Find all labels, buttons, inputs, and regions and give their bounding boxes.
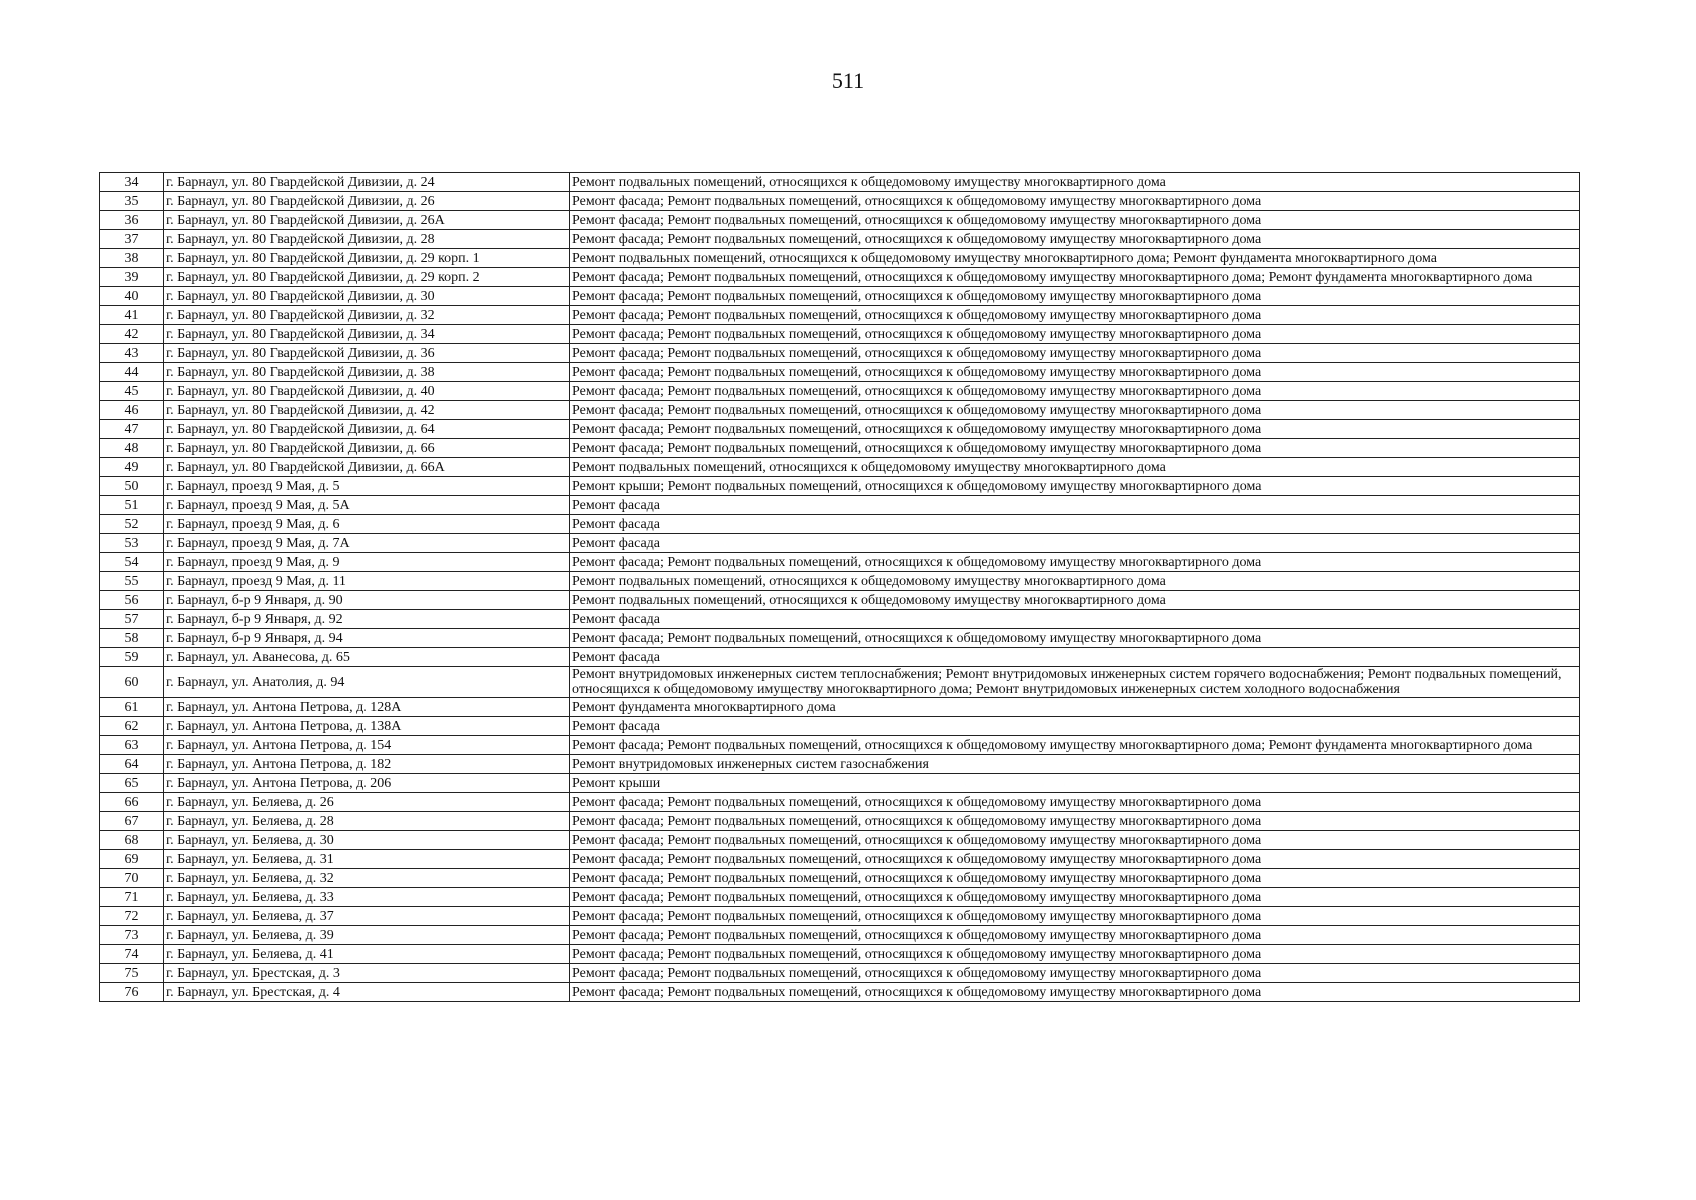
table-row bbox=[100, 907, 1580, 926]
table-row bbox=[100, 850, 1580, 869]
table-row bbox=[100, 717, 1580, 736]
row-number: 68 bbox=[100, 831, 164, 850]
table-row bbox=[100, 572, 1580, 591]
row-number: 41 bbox=[100, 306, 164, 325]
work-type-cell: Ремонт фасада bbox=[570, 534, 1580, 553]
address-cell: г. Барнаул, ул. Беляева, д. 26 bbox=[164, 793, 570, 812]
work-type-cell: Ремонт фасада; Ремонт подвальных помещений, относящихся к общедомовому имуществу многоквартирного дома bbox=[570, 945, 1580, 964]
table-row bbox=[100, 363, 1580, 382]
address-cell: г. Барнаул, ул. Беляева, д. 37 bbox=[164, 907, 570, 926]
work-type-cell: Ремонт фасада; Ремонт подвальных помещений, относящихся к общедомовому имуществу многоквартирного дома bbox=[570, 439, 1580, 458]
work-type-cell: Ремонт фасада; Ремонт подвальных помещений, относящихся к общедомовому имуществу многоквартирного дома; Ремонт фундамента многоквартирного дома bbox=[570, 268, 1580, 287]
row-number: 57 bbox=[100, 610, 164, 629]
work-type-cell: Ремонт подвальных помещений, относящихся к общедомовому имуществу многоквартирного дома bbox=[570, 173, 1580, 192]
address-cell: г. Барнаул, ул. 80 Гвардейской Дивизии, д. 29 корп. 2 bbox=[164, 268, 570, 287]
work-type-cell: Ремонт подвальных помещений, относящихся к общедомовому имуществу многоквартирного дома bbox=[570, 572, 1580, 591]
work-type-cell: Ремонт фасада; Ремонт подвальных помещений, относящихся к общедомовому имуществу многоквартирного дома bbox=[570, 344, 1580, 363]
table-row bbox=[100, 306, 1580, 325]
address-cell: г. Барнаул, ул. Беляева, д. 28 bbox=[164, 812, 570, 831]
row-number: 55 bbox=[100, 572, 164, 591]
work-type-cell: Ремонт фасада bbox=[570, 515, 1580, 534]
address-cell: г. Барнаул, проезд 9 Мая, д. 5А bbox=[164, 496, 570, 515]
address-cell: г. Барнаул, ул. 80 Гвардейской Дивизии, д. 66 bbox=[164, 439, 570, 458]
work-type-cell: Ремонт подвальных помещений, относящихся к общедомовому имуществу многоквартирного дома bbox=[570, 591, 1580, 610]
address-cell: г. Барнаул, ул. 80 Гвардейской Дивизии, д. 36 bbox=[164, 344, 570, 363]
address-cell: г. Барнаул, ул. 80 Гвардейской Дивизии, д. 29 корп. 1 bbox=[164, 249, 570, 268]
address-cell: г. Барнаул, ул. 80 Гвардейской Дивизии, д. 42 bbox=[164, 401, 570, 420]
row-number: 40 bbox=[100, 287, 164, 306]
table-row bbox=[100, 534, 1580, 553]
table-row bbox=[100, 793, 1580, 812]
table-row bbox=[100, 648, 1580, 667]
work-type-cell: Ремонт фасада; Ремонт подвальных помещений, относящихся к общедомовому имуществу многоквартирного дома bbox=[570, 964, 1580, 983]
address-cell: г. Барнаул, проезд 9 Мая, д. 11 bbox=[164, 572, 570, 591]
address-cell: г. Барнаул, проезд 9 Мая, д. 7А bbox=[164, 534, 570, 553]
table-row bbox=[100, 869, 1580, 888]
address-cell: г. Барнаул, ул. 80 Гвардейской Дивизии, д. 26 bbox=[164, 192, 570, 211]
row-number: 72 bbox=[100, 907, 164, 926]
table-row bbox=[100, 667, 1580, 698]
work-type-cell: Ремонт фасада; Ремонт подвальных помещений, относящихся к общедомовому имуществу многоквартирного дома bbox=[570, 812, 1580, 831]
table-row bbox=[100, 629, 1580, 648]
row-number: 37 bbox=[100, 230, 164, 249]
table-row bbox=[100, 945, 1580, 964]
repair-registry-table bbox=[99, 172, 1580, 1002]
address-cell: г. Барнаул, ул. Антона Петрова, д. 154 bbox=[164, 736, 570, 755]
row-number: 39 bbox=[100, 268, 164, 287]
row-number: 69 bbox=[100, 850, 164, 869]
work-type-cell: Ремонт фасада; Ремонт подвальных помещений, относящихся к общедомовому имуществу многоквартирного дома bbox=[570, 363, 1580, 382]
registry-body bbox=[100, 173, 1580, 1002]
work-type-cell: Ремонт фундамента многоквартирного дома bbox=[570, 698, 1580, 717]
row-number: 51 bbox=[100, 496, 164, 515]
work-type-cell: Ремонт фасада; Ремонт подвальных помещений, относящихся к общедомовому имуществу многоквартирного дома bbox=[570, 629, 1580, 648]
work-type-cell: Ремонт фасада; Ремонт подвальных помещений, относящихся к общедомовому имуществу многоквартирного дома bbox=[570, 926, 1580, 945]
row-number: 74 bbox=[100, 945, 164, 964]
work-type-cell: Ремонт фасада; Ремонт подвальных помещений, относящихся к общедомовому имуществу многоквартирного дома bbox=[570, 287, 1580, 306]
table-row bbox=[100, 249, 1580, 268]
work-type-cell: Ремонт крыши bbox=[570, 774, 1580, 793]
address-cell: г. Барнаул, ул. Антона Петрова, д. 206 bbox=[164, 774, 570, 793]
address-cell: г. Барнаул, ул. Беляева, д. 31 bbox=[164, 850, 570, 869]
table-row bbox=[100, 736, 1580, 755]
address-cell: г. Барнаул, ул. Аванесова, д. 65 bbox=[164, 648, 570, 667]
work-type-cell: Ремонт фасада; Ремонт подвальных помещений, относящихся к общедомовому имуществу многоквартирного дома bbox=[570, 325, 1580, 344]
work-type-cell: Ремонт фасада; Ремонт подвальных помещений, относящихся к общедомовому имуществу многоквартирного дома bbox=[570, 907, 1580, 926]
row-number: 58 bbox=[100, 629, 164, 648]
row-number: 70 bbox=[100, 869, 164, 888]
table-row bbox=[100, 192, 1580, 211]
table-row bbox=[100, 230, 1580, 249]
address-cell: г. Барнаул, б-р 9 Января, д. 92 bbox=[164, 610, 570, 629]
table-row bbox=[100, 496, 1580, 515]
work-type-cell: Ремонт фасада; Ремонт подвальных помещений, относящихся к общедомовому имуществу многоквартирного дома bbox=[570, 192, 1580, 211]
table-row bbox=[100, 344, 1580, 363]
row-number: 73 bbox=[100, 926, 164, 945]
row-number: 47 bbox=[100, 420, 164, 439]
work-type-cell: Ремонт фасада; Ремонт подвальных помещений, относящихся к общедомовому имуществу многоквартирного дома bbox=[570, 230, 1580, 249]
row-number: 60 bbox=[100, 667, 164, 698]
work-type-cell: Ремонт внутридомовых инженерных систем теплоснабжения; Ремонт внутридомовых инженерных систем горячего водоснабжения; Ремонт подвальных помещений, относящихся к общедомовому имуществу многоквартирного дома; Ремонт внутридомовых инженерных систем холодного водоснабжения bbox=[570, 667, 1580, 698]
table-row bbox=[100, 439, 1580, 458]
table-row bbox=[100, 591, 1580, 610]
row-number: 34 bbox=[100, 173, 164, 192]
work-type-cell: Ремонт фасада; Ремонт подвальных помещений, относящихся к общедомовому имуществу многоквартирного дома; Ремонт фундамента многоквартирного дома bbox=[570, 736, 1580, 755]
row-number: 63 bbox=[100, 736, 164, 755]
row-number: 56 bbox=[100, 591, 164, 610]
address-cell: г. Барнаул, ул. Антона Петрова, д. 128А bbox=[164, 698, 570, 717]
table-row bbox=[100, 173, 1580, 192]
table-row bbox=[100, 268, 1580, 287]
address-cell: г. Барнаул, ул. 80 Гвардейской Дивизии, д. 66А bbox=[164, 458, 570, 477]
row-number: 46 bbox=[100, 401, 164, 420]
work-type-cell: Ремонт подвальных помещений, относящихся к общедомовому имуществу многоквартирного дома; Ремонт фундамента многоквартирного дома bbox=[570, 249, 1580, 268]
address-cell: г. Барнаул, проезд 9 Мая, д. 9 bbox=[164, 553, 570, 572]
work-type-cell: Ремонт внутридомовых инженерных систем газоснабжения bbox=[570, 755, 1580, 774]
row-number: 61 bbox=[100, 698, 164, 717]
address-cell: г. Барнаул, ул. Беляева, д. 30 bbox=[164, 831, 570, 850]
work-type-cell: Ремонт фасада bbox=[570, 496, 1580, 515]
address-cell: г. Барнаул, ул. 80 Гвардейской Дивизии, д. 24 bbox=[164, 173, 570, 192]
address-cell: г. Барнаул, б-р 9 Января, д. 94 bbox=[164, 629, 570, 648]
row-number: 64 bbox=[100, 755, 164, 774]
page-number: 511 bbox=[831, 68, 865, 93]
row-number: 36 bbox=[100, 211, 164, 230]
table-row bbox=[100, 964, 1580, 983]
address-cell: г. Барнаул, ул. 80 Гвардейской Дивизии, д. 34 bbox=[164, 325, 570, 344]
work-type-cell: Ремонт фасада; Ремонт подвальных помещений, относящихся к общедомовому имуществу многоквартирного дома bbox=[570, 306, 1580, 325]
address-cell: г. Барнаул, ул. 80 Гвардейской Дивизии, д. 38 bbox=[164, 363, 570, 382]
table-row bbox=[100, 774, 1580, 793]
work-type-cell: Ремонт фасада; Ремонт подвальных помещений, относящихся к общедомовому имуществу многоквартирного дома bbox=[570, 869, 1580, 888]
table-row bbox=[100, 755, 1580, 774]
row-number: 35 bbox=[100, 192, 164, 211]
table-row bbox=[100, 477, 1580, 496]
row-number: 43 bbox=[100, 344, 164, 363]
address-cell: г. Барнаул, ул. Антона Петрова, д. 182 bbox=[164, 755, 570, 774]
work-type-cell: Ремонт фасада; Ремонт подвальных помещений, относящихся к общедомовому имуществу многоквартирного дома bbox=[570, 831, 1580, 850]
table-row bbox=[100, 458, 1580, 477]
address-cell: г. Барнаул, проезд 9 Мая, д. 5 bbox=[164, 477, 570, 496]
table-row bbox=[100, 420, 1580, 439]
address-cell: г. Барнаул, ул. Брестская, д. 3 bbox=[164, 964, 570, 983]
table-row bbox=[100, 831, 1580, 850]
work-type-cell: Ремонт фасада bbox=[570, 648, 1580, 667]
address-cell: г. Барнаул, ул. Беляева, д. 33 bbox=[164, 888, 570, 907]
work-type-cell: Ремонт фасада; Ремонт подвальных помещений, относящихся к общедомовому имуществу многоквартирного дома bbox=[570, 211, 1580, 230]
work-type-cell: Ремонт фасада; Ремонт подвальных помещений, относящихся к общедомовому имуществу многоквартирного дома bbox=[570, 382, 1580, 401]
row-number: 48 bbox=[100, 439, 164, 458]
address-cell: г. Барнаул, ул. Беляева, д. 39 bbox=[164, 926, 570, 945]
row-number: 54 bbox=[100, 553, 164, 572]
work-type-cell: Ремонт фасада bbox=[570, 717, 1580, 736]
address-cell: г. Барнаул, ул. Беляева, д. 32 bbox=[164, 869, 570, 888]
work-type-cell: Ремонт фасада bbox=[570, 610, 1580, 629]
row-number: 67 bbox=[100, 812, 164, 831]
table-row bbox=[100, 325, 1580, 344]
table-row bbox=[100, 515, 1580, 534]
address-cell: г. Барнаул, ул. Беляева, д. 41 bbox=[164, 945, 570, 964]
work-type-cell: Ремонт фасада; Ремонт подвальных помещений, относящихся к общедомовому имуществу многоквартирного дома bbox=[570, 401, 1580, 420]
table-row bbox=[100, 287, 1580, 306]
work-type-cell: Ремонт фасада; Ремонт подвальных помещений, относящихся к общедомовому имуществу многоквартирного дома bbox=[570, 553, 1580, 572]
row-number: 66 bbox=[100, 793, 164, 812]
row-number: 62 bbox=[100, 717, 164, 736]
table-row bbox=[100, 698, 1580, 717]
table-row bbox=[100, 211, 1580, 230]
row-number: 38 bbox=[100, 249, 164, 268]
table-row bbox=[100, 401, 1580, 420]
row-number: 42 bbox=[100, 325, 164, 344]
work-type-cell: Ремонт фасада; Ремонт подвальных помещений, относящихся к общедомовому имуществу многоквартирного дома bbox=[570, 793, 1580, 812]
address-cell: г. Барнаул, ул. Анатолия, д. 94 bbox=[164, 667, 570, 698]
table-row bbox=[100, 382, 1580, 401]
table-row bbox=[100, 812, 1580, 831]
address-cell: г. Барнаул, ул. 80 Гвардейской Дивизии, д. 40 bbox=[164, 382, 570, 401]
address-cell: г. Барнаул, ул. Антона Петрова, д. 138А bbox=[164, 717, 570, 736]
work-type-cell: Ремонт крыши; Ремонт подвальных помещений, относящихся к общедомовому имуществу многоквартирного дома bbox=[570, 477, 1580, 496]
work-type-cell: Ремонт фасада; Ремонт подвальных помещений, относящихся к общедомовому имуществу многоквартирного дома bbox=[570, 888, 1580, 907]
table-row bbox=[100, 926, 1580, 945]
table-row bbox=[100, 888, 1580, 907]
work-type-cell: Ремонт подвальных помещений, относящихся к общедомовому имуществу многоквартирного дома bbox=[570, 458, 1580, 477]
row-number: 75 bbox=[100, 964, 164, 983]
row-number: 45 bbox=[100, 382, 164, 401]
row-number: 59 bbox=[100, 648, 164, 667]
row-number: 71 bbox=[100, 888, 164, 907]
row-number: 50 bbox=[100, 477, 164, 496]
address-cell: г. Барнаул, б-р 9 Января, д. 90 bbox=[164, 591, 570, 610]
table-row bbox=[100, 983, 1580, 1002]
work-type-cell: Ремонт фасада; Ремонт подвальных помещений, относящихся к общедомовому имуществу многоквартирного дома bbox=[570, 850, 1580, 869]
address-cell: г. Барнаул, ул. 80 Гвардейской Дивизии, д. 30 bbox=[164, 287, 570, 306]
row-number: 52 bbox=[100, 515, 164, 534]
address-cell: г. Барнаул, ул. 80 Гвардейской Дивизии, д. 28 bbox=[164, 230, 570, 249]
row-number: 65 bbox=[100, 774, 164, 793]
address-cell: г. Барнаул, ул. 80 Гвардейской Дивизии, д. 32 bbox=[164, 306, 570, 325]
table-row bbox=[100, 610, 1580, 629]
address-cell: г. Барнаул, ул. 80 Гвардейской Дивизии, д. 64 bbox=[164, 420, 570, 439]
table-row bbox=[100, 553, 1580, 572]
work-type-cell: Ремонт фасада; Ремонт подвальных помещений, относящихся к общедомовому имуществу многоквартирного дома bbox=[570, 420, 1580, 439]
row-number: 76 bbox=[100, 983, 164, 1002]
address-cell: г. Барнаул, ул. Брестская, д. 4 bbox=[164, 983, 570, 1002]
address-cell: г. Барнаул, проезд 9 Мая, д. 6 bbox=[164, 515, 570, 534]
row-number: 44 bbox=[100, 363, 164, 382]
address-cell: г. Барнаул, ул. 80 Гвардейской Дивизии, д. 26А bbox=[164, 211, 570, 230]
row-number: 49 bbox=[100, 458, 164, 477]
row-number: 53 bbox=[100, 534, 164, 553]
work-type-cell: Ремонт фасада; Ремонт подвальных помещений, относящихся к общедомовому имуществу многоквартирного дома bbox=[570, 983, 1580, 1002]
